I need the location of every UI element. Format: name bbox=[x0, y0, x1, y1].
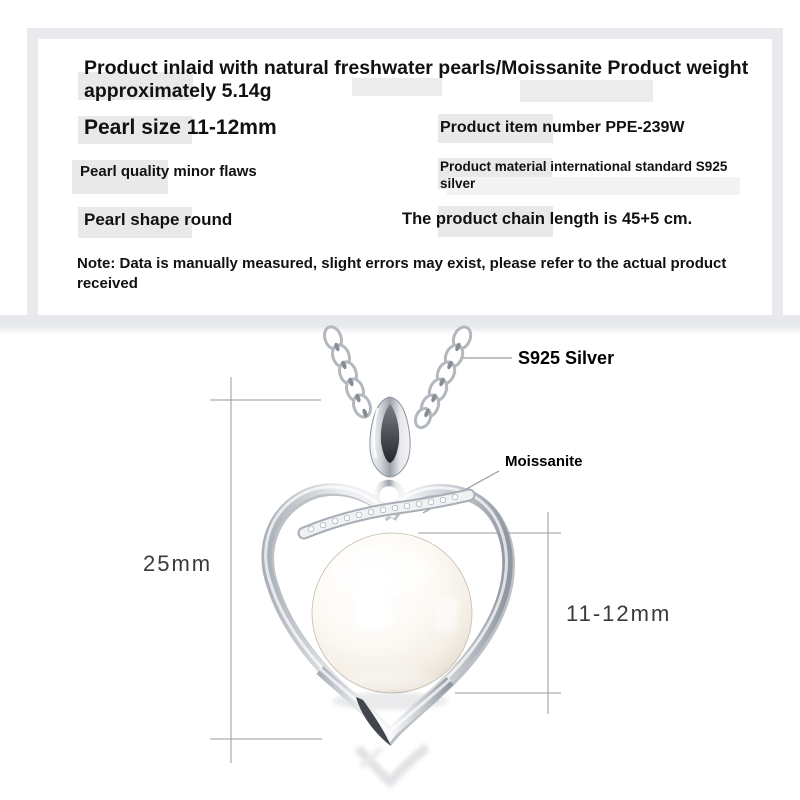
spec-pearl-quality: Pearl quality minor flaws bbox=[80, 163, 257, 180]
pearl-diameter-measurement: 11-12mm bbox=[566, 601, 672, 626]
note-text: Note: Data is manually measured, slight errors may exist, please refer to the actual product received bbox=[77, 255, 727, 292]
spec-item-number: Product item number PPE-239W bbox=[440, 119, 685, 136]
stone-callout: Moissanite bbox=[505, 453, 583, 470]
material-callout: S925 Silver bbox=[518, 348, 615, 368]
spec-pearl-size: Pearl size 11-12mm bbox=[84, 116, 277, 139]
chain-right-strand bbox=[413, 324, 474, 430]
spec-pearl-shape: Pearl shape round bbox=[84, 210, 233, 229]
pearl bbox=[312, 533, 472, 694]
spec-material: Product material international standard S925 silver bbox=[440, 159, 728, 191]
pendant-reflection bbox=[358, 747, 427, 782]
product-title: Product inlaid with natural freshwater pearls/Moissanite Product weight approximately 5.14g bbox=[84, 57, 749, 102]
pendant-height-measurement: 25mm bbox=[143, 551, 213, 576]
chain-left-strand bbox=[322, 324, 374, 419]
spec-chain-length: The product chain length is 45+5 cm. bbox=[402, 210, 693, 228]
bail bbox=[370, 397, 410, 477]
